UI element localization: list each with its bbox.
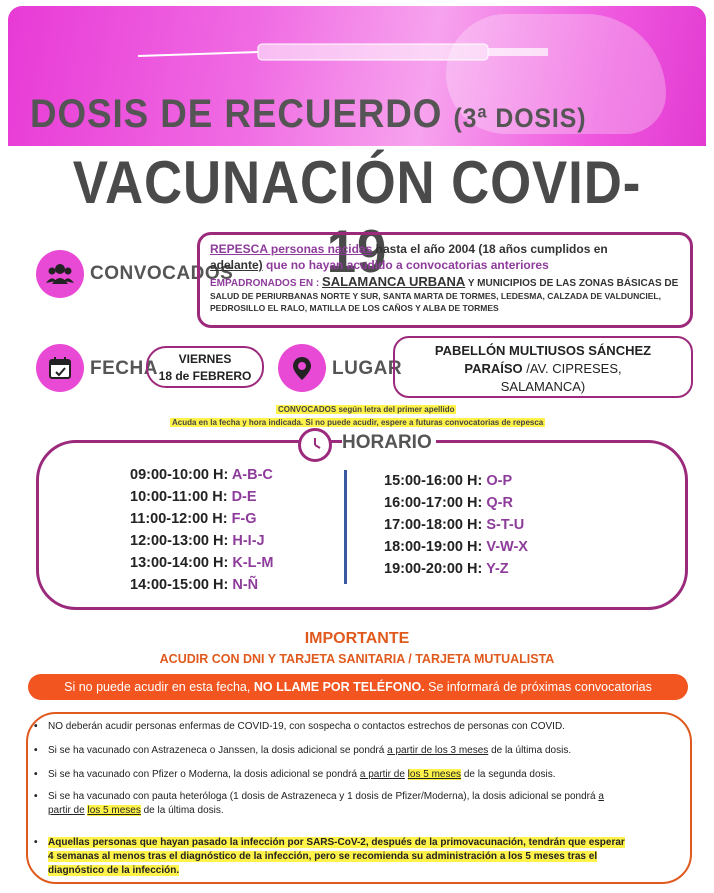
schedule-row: 14:00-15:00 H: N-Ñ	[130, 577, 259, 593]
main-title: VACUNACIÓN COVID-19	[72, 149, 642, 285]
schedule-row: 13:00-14:00 H: K-L-M	[130, 555, 274, 571]
note-acuda: Acuda en la fecha y hora indicada. Si no puede acudir, espere a futuras convocatorias de repesca	[172, 418, 544, 427]
empadronados-text: EMPADRONADOS EN :	[210, 278, 320, 290]
place-box	[393, 336, 693, 398]
note-apellido: CONVOCADOS según letra del primer apellido	[278, 405, 455, 414]
column-divider	[344, 470, 347, 584]
schedule-row: 15:00-16:00 H: O-P	[384, 473, 513, 489]
clock-icon	[298, 428, 332, 462]
bullet-item: • Si se ha vacunado con Pfizer o Moderna, la dosis adicional se pondrá a partir de los 5 meses de la segunda dosis.	[48, 768, 556, 782]
place-city: SALAMANCA)	[500, 379, 586, 394]
warning-banner: Si no puede acudir en esta fecha, NO LLAME POR TELÉFONO. Se informará de próximas convocatorias	[28, 674, 688, 700]
zonas-text: SALUD DE PERIURBANAS NORTE Y SUR, SANTA MARTA DE TORMES, LEDESMA, CALZADA DE VALDUNCIEL, PEDROSILLO EL RALO, MATILLA DE LOS CAÑOS Y ALBA DE TORMES	[210, 290, 661, 313]
calendar-icon	[36, 344, 84, 392]
fecha-label: FECHA	[90, 358, 158, 379]
bullet-item: • Si se ha vacunado con pauta heteróloga (1 dosis de Astrazeneca y 1 dosis de Pfizer/Moderna), la dosis adicional se pondrá a partir de los 5 meses de la última dosis.	[48, 790, 678, 818]
place-address: /AV. CIPRESES,	[526, 361, 622, 376]
schedule-right-column	[384, 470, 528, 580]
schedule-row: 19:00-20:00 H: Y-Z	[384, 561, 509, 577]
convocados-label: CONVOCADOS	[90, 263, 234, 284]
salamanca-urbana-text: SALAMANCA URBANA	[322, 274, 466, 290]
bullet-item: • Si se ha vacunado con Astrazeneca o Janssen, la dosis adicional se pondrá a partir de los 3 meses de la última dosis.	[48, 744, 571, 758]
bullet-item-highlighted: • Aquellas personas que hayan pasado la infección por SARS-CoV-2, después de la primovacunación, tendrán que esperar 4 semanas al menos tras el diagnóstico de la infección, pero se recomienda su administración a los 5 meses tras el diagnóstico de la infección.	[48, 836, 678, 878]
hero-banner	[8, 6, 706, 146]
adelante-text: adelante)	[210, 258, 263, 273]
no-acudido-text: que no hayan acudido a convocatorias anteriores	[266, 258, 549, 273]
year-text: hasta el año 2004 (18 años cumplidos en	[375, 242, 608, 256]
repesca-text: REPESCA personas nacidas	[210, 242, 373, 256]
importante-title: IMPORTANTE	[304, 630, 410, 647]
schedule-row: 17:00-18:00 H: S-T-U	[384, 517, 525, 533]
schedule-row: 16:00-17:00 H: Q-R	[384, 495, 513, 511]
horario-label: HORARIO	[342, 432, 436, 454]
date-box	[146, 346, 264, 388]
date-value: 18 de FEBRERO	[158, 369, 252, 383]
schedule-row: 11:00-12:00 H: F-G	[130, 511, 257, 527]
importante-subtitle: ACUDIR CON DNI Y TARJETA SANITARIA / TARJETA MUTUALISTA	[159, 652, 555, 666]
lugar-label: LUGAR	[332, 358, 403, 379]
schedule-row: 12:00-13:00 H: H-I-J	[130, 533, 265, 549]
schedule-row: 10:00-11:00 H: D-E	[130, 489, 257, 505]
municipios-text: Y MUNICIPIOS DE LAS ZONAS BÁSICAS DE	[467, 278, 679, 290]
schedule-row: 18:00-19:00 H: V-W-X	[384, 539, 528, 555]
hero-title: DOSIS DE RECUERDO (3ª DOSIS)	[30, 92, 587, 136]
schedule-row: 09:00-10:00 H: A-B-C	[130, 467, 273, 483]
convocados-box	[197, 232, 693, 328]
bullet-item: • NO deberán acudir personas enfermas de COVID-19, con sospecha o contactos estrechos de personas con COVID.	[48, 720, 565, 734]
place-name: PABELLÓN MULTIUSOS SÁNCHEZ	[434, 343, 652, 358]
people-icon	[36, 250, 84, 298]
place-name-2: PARAÍSO	[464, 361, 523, 376]
schedule-left-column	[130, 464, 273, 596]
location-pin-icon	[278, 344, 326, 392]
date-day: VIERNES	[178, 352, 232, 366]
